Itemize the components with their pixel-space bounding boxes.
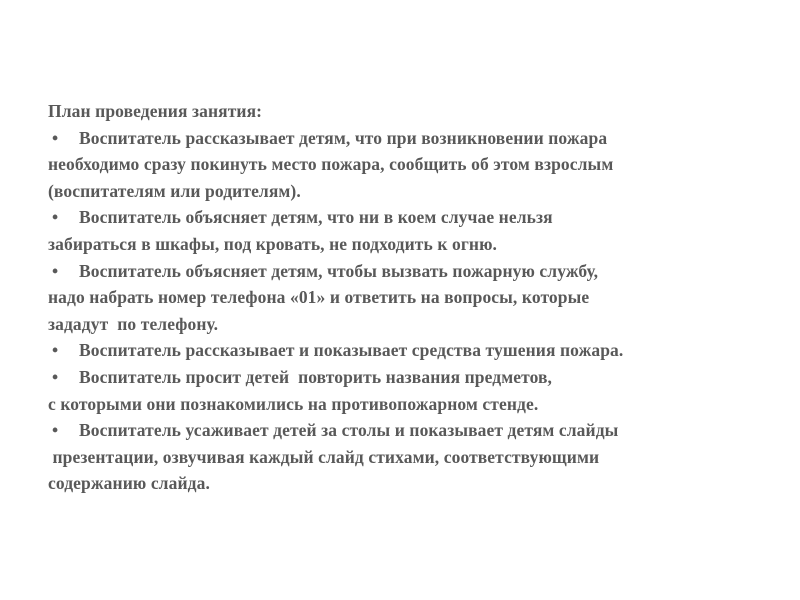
list-item-line: зададут по телефону. bbox=[48, 313, 219, 334]
list-item-line bbox=[48, 364, 768, 391]
list-item-line: с которыми они познакомились на противопожарном стенде. bbox=[48, 393, 539, 414]
list-item-line: (воспитателям или родителям). bbox=[48, 180, 301, 201]
list-item-line bbox=[48, 258, 768, 285]
lesson-plan-text bbox=[48, 98, 768, 497]
bullet-icon: • bbox=[52, 340, 59, 361]
list-item-line bbox=[48, 125, 768, 152]
bullet-icon: • bbox=[52, 207, 59, 228]
list-item-line: необходимо сразу покинуть место пожара, сообщить об этом взрослым bbox=[48, 154, 614, 175]
list-item-text: Воспитатель рассказывает детям, что при возникновении пожара bbox=[79, 127, 608, 148]
list-item-line: забираться в шкафы, под кровать, не подходить к огню. bbox=[48, 233, 498, 254]
list-item-line bbox=[48, 417, 768, 444]
list-item-text: Воспитатель усаживает детей за столы и показывает детям слайды bbox=[79, 420, 619, 441]
list-item-line: презентации, озвучивая каждый слайд стихами, соответствующими bbox=[48, 446, 600, 467]
list-item-line bbox=[48, 204, 768, 231]
list-item-text: Воспитатель рассказывает и показывает средства тушения пожара. bbox=[79, 340, 624, 361]
list-item-text: Воспитатель объясняет детям, чтобы вызвать пожарную службу, bbox=[79, 260, 599, 281]
bullet-icon: • bbox=[52, 260, 59, 281]
list-item-line bbox=[48, 337, 768, 364]
list-item-line: надо набрать номер телефона «01» и ответить на вопросы, которые bbox=[48, 287, 590, 308]
list-item-line: содержанию слайда. bbox=[48, 473, 210, 494]
bullet-icon: • bbox=[52, 127, 59, 148]
list-item-text: Воспитатель просит детей повторить названия предметов, bbox=[79, 366, 553, 387]
bullet-icon: • bbox=[52, 366, 59, 387]
bullet-icon: • bbox=[52, 420, 59, 441]
list-item-text: Воспитатель объясняет детям, что ни в коем случае нельзя bbox=[79, 207, 553, 228]
plan-title: План проведения занятия: bbox=[48, 101, 263, 121]
